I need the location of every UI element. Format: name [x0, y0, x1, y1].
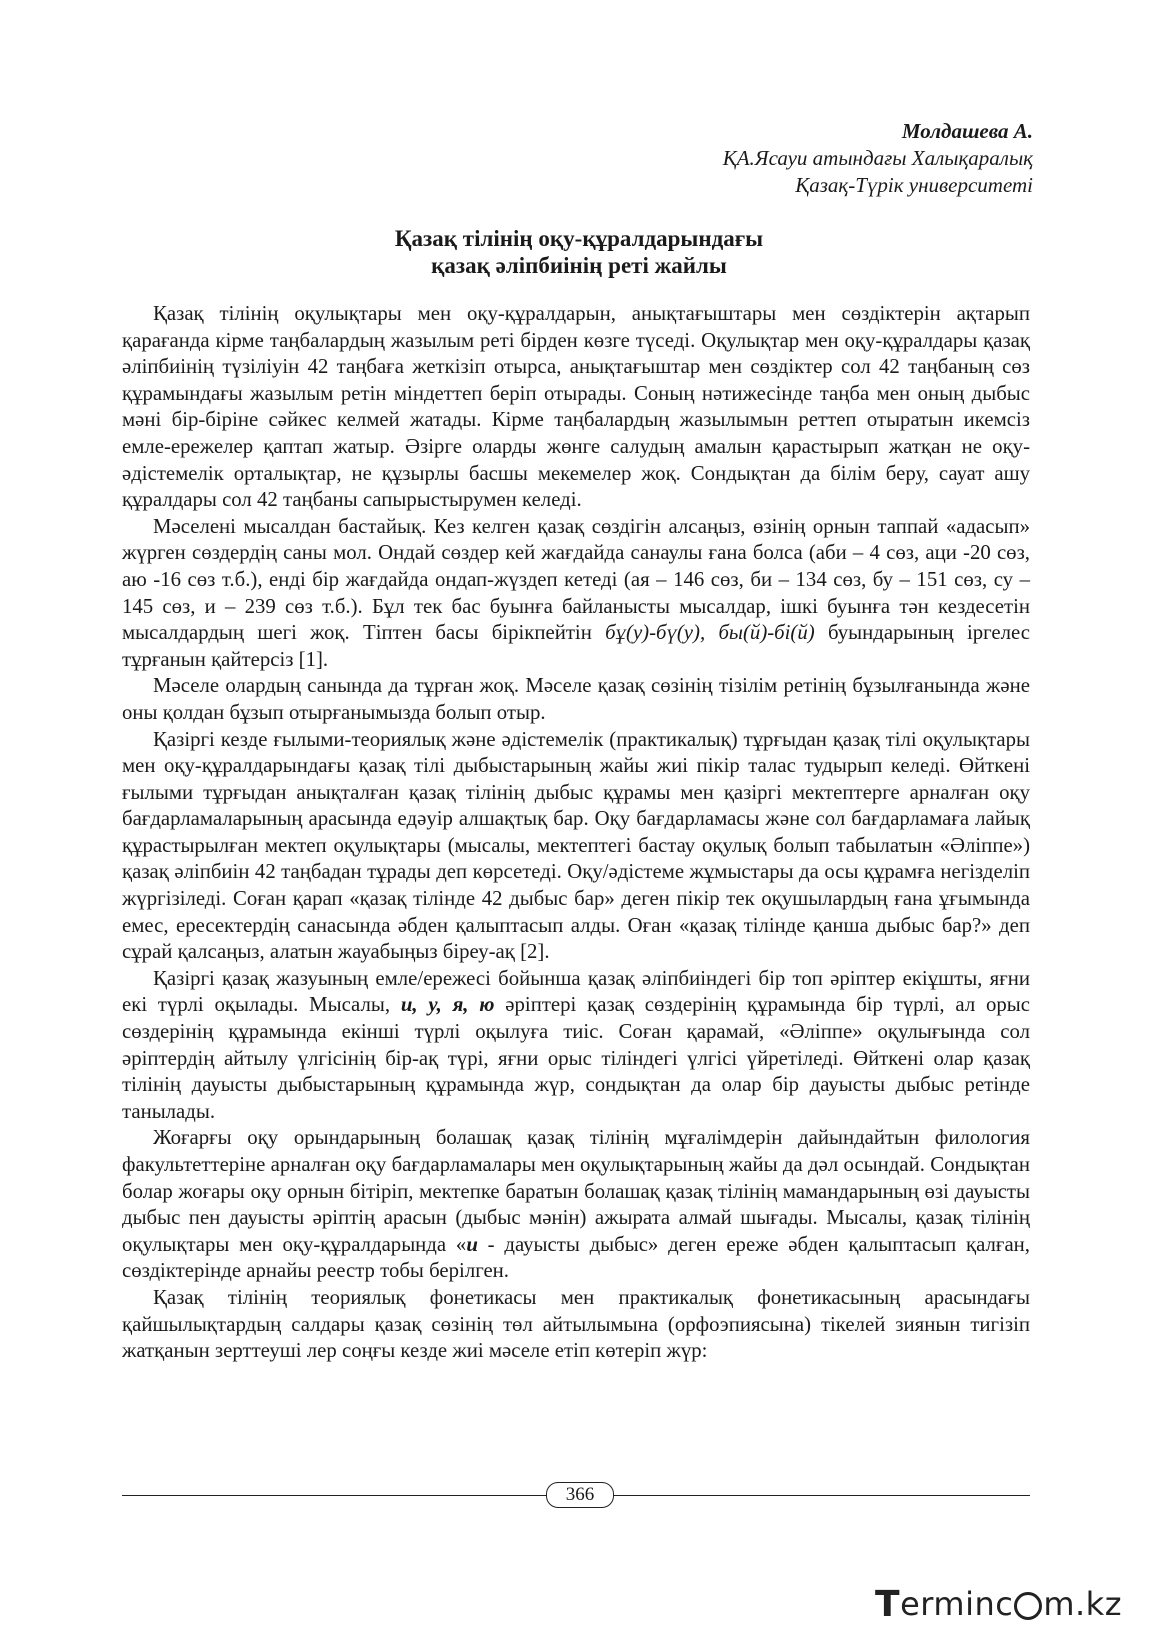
paragraph-5-text-b: әріптері қазақ сөздерінің құрамында бір түрлі, ал орыс сөздерінің құрамында екінші түрлі оқылуға тиіс. Соған қарамай, «Әліппе» оқулығында сол әріптердің айтылу үлгісінің бір-ақ түрі, яғни орыс тіліндегі үлгісі үйретіледі. Өйткені олар қазақ тілінің дауысты дыбыстарының құрамында жүр, сондықтан да олар бір дауысты дыбыс ретінде танылады.: [122, 993, 1030, 1123]
paragraph-2: [122, 514, 1030, 674]
paragraph-4: Қазіргі кезде ғылыми-теориялық және әдістемелік (практикалық) тұрғыдан қазақ тілі оқулықтары мен оқу-құралдарындағы қазақ тілі дыбыстарының жайы жиі пікір талас тудырып келеді. Өйткені ғылыми тұрғыдан анықталған қазақ тілінің дыбыс құрамы мен қазіргі мектептерге арналған оқу бағдарламаларының арасында едәуір алшақтық бар. Оқу бағдарламасы және сол бағдарламаға лайық құрастырылған мектеп оқулықтары (мысалы, мектептегі бастау оқулық болып табылатын «Әліппе») қазақ әліпбиін 42 таңбадан тұрады деп көрсетеді. Оқу/әдістеме жұмыстары да осы құрамға негізделіп жүргізіледі. Соған қарап «қазақ тілінде 42 дыбыс бар» деген пікір тек оқушылардың ғана ұғымында емес, ересектердің санасында әбден қалыптасып алды. Оған «қазақ тілінде қанша дыбыс бар?» деп сұрай қалсаңыз, алатын жауабыңыз біреу-ақ [2].: [122, 727, 1030, 964]
title-line2: қазақ әліпбиінің реті жайлы: [431, 253, 727, 278]
paragraph-7: Қазақ тілінің теориялық фонетикасы мен практикалық фонетикасының арасындағы қайшылықтардың салдары қазақ сөзінің төл айтылымына (орфоэпиясына) тікелей зиянын тигізіп жатқанын зерттеуші лер соңғы кезде жиі мәселе етіп көтеріп жүр:: [122, 1285, 1030, 1363]
watermark-circle-icon: [1014, 1592, 1042, 1620]
watermark-part1: T: [875, 1583, 901, 1625]
paragraph-2-italic: бұ(у)-бү(у), бы(й)-бі(й): [605, 621, 815, 645]
watermark-part4: m.kz: [1043, 1585, 1122, 1623]
paragraph-6-text-b: - дауысты дыбыс» деген ереже әбден қалыптасып қалған, сөздіктерінде арнайы реестр тобы берілген.: [122, 1232, 1030, 1283]
watermark-part3: c: [995, 1585, 1014, 1623]
paragraph-6-bold: и: [466, 1232, 478, 1256]
watermark-part2: ermin: [900, 1585, 996, 1623]
author-affiliation-line2: Қазақ-Түрік университеті: [795, 173, 1033, 197]
page-number: 366: [546, 1482, 614, 1508]
article-title: [0, 225, 1158, 279]
paragraph-5-text-a: Қазіргі қазақ жазуының емле/ережесі бойынша қазақ әліпбиіндегі бір топ әріптер екіұшты, яғни екі түрлі оқылады. Мысалы,: [122, 966, 1030, 1017]
author-affiliation-line1: ҚА.Ясауи атындағы Халықаралық: [722, 146, 1033, 170]
paragraph-2-text-a: Мәселені мысалдан бастайық. Кез келген қазақ сөздігін алсаңыз, өзінің орнын таппай «адасып» жүрген сөздердің саны мол. Ондай сөздер кей жағдайда санаулы ғана болса (аби – 4 сөз, аци -20 сөз, аю -16 сөз т.б.), енді бір жағдайда ондап-жүздеп кетеді (ая – 146 сөз, би – 134 сөз, бу – 151 сөз, су – 145 сөз, и – 239 сөз т.б.). Бұл тек бас буынға байланысты мысалдар, ішкі буынға тән кездесетін мысалдардың шегі жоқ. Тіптен басы бірікпейтін: [122, 514, 1030, 645]
article-body: [122, 301, 1030, 1365]
author-name: Молдашева А.: [901, 119, 1033, 143]
title-line1: Қазақ тілінің оқу-құралдарындағы: [394, 226, 764, 251]
paragraph-5-bold: и, у, я, ю: [400, 993, 495, 1017]
paragraph-5: [122, 966, 1030, 1126]
author-block: [723, 118, 1033, 199]
paragraph-6-text-a: Жоғарғы оқу орындарының болашақ қазақ тілінің мұғалімдерін дайындайтын филология факультеттеріне арналған оқу бағдарламалары мен оқулықтарының жайы да дәл осындай. Сондықтан болар жоғары оқу орнын бітіріп, мектепке баратын болашақ қазақ тілінің мамандарының өзі дауысты дыбыс пен дауысты әріптің арасын (дыбыс мәнін) ажырата алмай шығады. Мысалы, қазақ тілінің оқулықтары мен оқу-құралдарында «: [122, 1126, 1030, 1256]
paragraph-6: [122, 1125, 1030, 1285]
paragraph-1: Қазақ тілінің оқулықтары мен оқу-құралдарын, анықтағыштары мен сөздіктерін ақтарып қарағанда кірме таңбалардың жазылым реті бірден көзге түседі. Оқулықтар мен оқу-құралдары қазақ әліпбиінің түзіліуін 42 таңбаға жеткізіп отырса, анықтағыштар мен сөздіктер сол 42 таңбаның сөз құрамындағы жазылым ретін міндеттеп беріп отырады. Соның нәтижесінде таңба мен оның дыбыс мәні бір-біріне сәйкес келмей жатады. Кірме таңбалардың жазылымын реттеп отыратын икемсіз емле-ережелер қаптап жатыр. Әзірге оларды жөнге салудың амалын қарастырып жатқан не оқу-әдістемелік орталықтар, не құзырлы басшы мекемелер жоқ. Сондықтан да білім беру, сауат ашу құралдары сол 42 таңбаны сапырыстырумен келеді.: [122, 302, 1030, 512]
paragraph-2-text-b: буындарының іргелес тұрғанын қайтерсіз [1].: [122, 621, 1031, 671]
termincom-watermark: [875, 1582, 1122, 1626]
paragraph-3: Мәселе олардың санында да тұрған жоқ. Мәселе қазақ сөзінің тізілім ретінің бұзылғанында және оны қолдан бұзып отырғанымызда болып отыр.: [122, 674, 1030, 724]
